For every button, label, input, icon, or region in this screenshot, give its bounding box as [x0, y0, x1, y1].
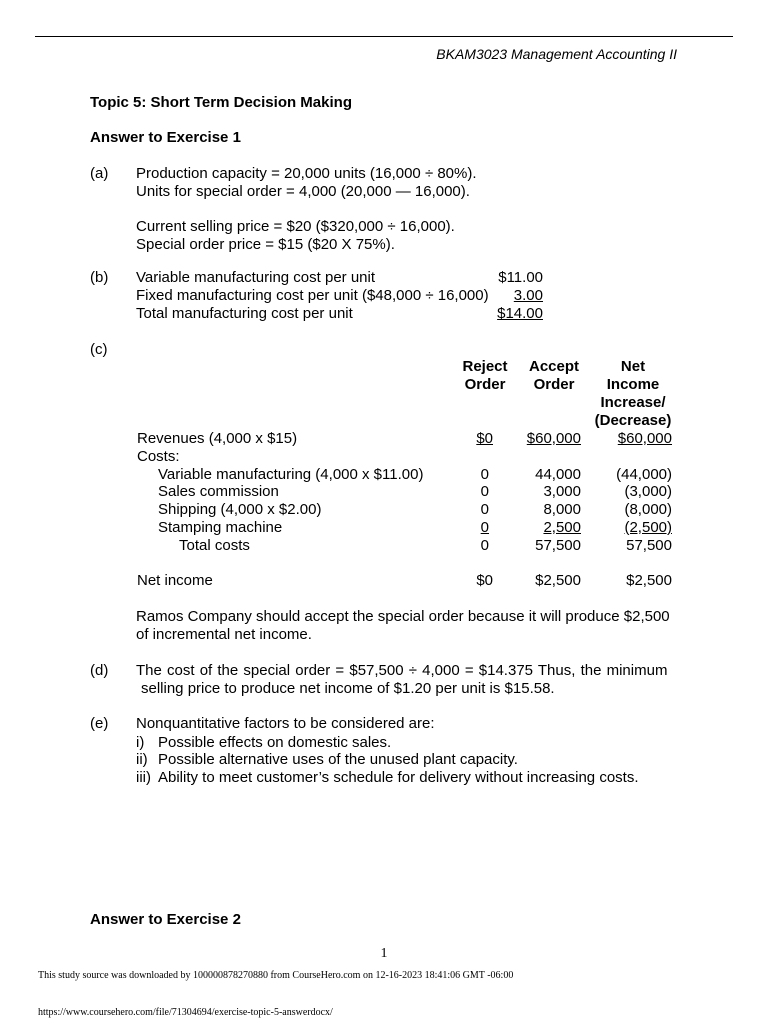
cell-value: 0: [480, 519, 489, 536]
part-e-intro: Nonquantitative factors to be considered are:: [136, 715, 435, 732]
cell-value: $0: [476, 430, 493, 447]
part-a-line: Production capacity = 20,000 units (16,000 ÷ 80%).: [136, 165, 477, 182]
col-header-reject: [455, 358, 515, 394]
cell-net: [590, 519, 672, 536]
header-line: Reject: [462, 358, 508, 375]
cell-value: $60,000: [617, 430, 672, 447]
part-a-line: Special order price = $15 ($20 X 75%).: [136, 236, 395, 253]
list-item-number: iii): [136, 769, 151, 786]
cell-reject: 0: [480, 466, 489, 483]
download-note: This study source was downloaded by 100000878270880 from CourseHero.com on 12-16-2023 18:41:06 GMT -06:00: [38, 970, 514, 981]
cell-accept: 57,500: [535, 537, 581, 554]
cell-reject: 0: [480, 483, 489, 500]
header-line: Accept: [528, 358, 580, 375]
cell-reject: 0: [480, 537, 489, 554]
header-line: (Decrease): [594, 412, 672, 429]
cell-net: $2,500: [626, 572, 672, 589]
exercise1-title: Answer to Exercise 1: [90, 129, 241, 146]
col-header-net: [590, 358, 676, 430]
header-line: Increase/: [600, 394, 666, 411]
table-row-label: Costs:: [137, 448, 180, 465]
conclusion-line: of incremental net income.: [136, 626, 312, 643]
topic-title: Topic 5: Short Term Decision Making: [90, 94, 352, 111]
cost-row-label: Total manufacturing cost per unit: [136, 305, 353, 322]
cost-row-value: $14.00: [497, 305, 543, 322]
part-d-line: selling price to produce net income of $1.20 per unit is $15.58.: [141, 680, 555, 697]
table-row-label: Variable manufacturing (4,000 x $11.00): [158, 466, 424, 483]
cell-reject: [440, 519, 489, 536]
cell-value: (2,500): [624, 519, 672, 536]
cell-value: $60,000: [526, 430, 581, 447]
cell-accept: 44,000: [535, 466, 581, 483]
cell-net: [590, 430, 672, 447]
cell-net: 57,500: [626, 537, 672, 554]
part-b-label: (b): [90, 269, 109, 286]
list-item: Possible effects on domestic sales.: [158, 734, 392, 751]
part-a-label: (a): [90, 165, 109, 182]
cost-row-value: $11.00: [498, 269, 543, 286]
cell-reject: 0: [480, 501, 489, 518]
cell-accept: 3,000: [543, 483, 581, 500]
source-url[interactable]: https://www.coursehero.com/file/71304694/exercise-topic-5-answerdocx/: [38, 1007, 333, 1018]
part-d-label: (d): [90, 662, 109, 679]
conclusion-line: Ramos Company should accept the special order because it will produce $2,500: [136, 608, 670, 625]
cost-row-label: Variable manufacturing cost per unit: [136, 269, 376, 286]
part-c-label: (c): [90, 341, 108, 358]
header-line: Net: [620, 358, 646, 375]
cell-net: (3,000): [624, 483, 672, 500]
page-number: 1: [380, 946, 388, 961]
col-header-accept: [522, 358, 586, 394]
table-row-label: Stamping machine: [158, 519, 283, 536]
cell-accept: [500, 519, 581, 536]
cell-net: (8,000): [624, 501, 672, 518]
part-a-line: Units for special order = 4,000 (20,000 — 16,000).: [136, 183, 470, 200]
table-row-label: Total costs: [179, 537, 250, 554]
header-line: Income: [606, 376, 660, 393]
table-row-label: Revenues (4,000 x $15): [137, 430, 298, 447]
table-row-label: Shipping (4,000 x $2.00): [158, 501, 322, 518]
cell-reject: [440, 430, 493, 447]
part-e-label: (e): [90, 715, 109, 732]
course-header: BKAM3023 Management Accounting II: [436, 46, 677, 62]
part-a-line: Current selling price = $20 ($320,000 ÷ 16,000).: [136, 218, 455, 235]
table-row-label: Sales commission: [158, 483, 279, 500]
cell-reject: $0: [476, 572, 493, 589]
list-item-number: i): [136, 734, 145, 751]
cell-accept: 8,000: [543, 501, 581, 518]
cost-row-label: Fixed manufacturing cost per unit ($48,000 ÷ 16,000): [136, 287, 489, 304]
cell-accept: [500, 430, 581, 447]
cell-value: 2,500: [543, 519, 581, 536]
cost-row-value: 3.00: [513, 287, 543, 304]
list-item: Ability to meet customer’s schedule for delivery without increasing costs.: [158, 769, 639, 786]
header-rule: [35, 36, 733, 37]
header-line: Order: [464, 376, 506, 393]
cell-net: (44,000): [616, 466, 672, 483]
exercise2-title: Answer to Exercise 2: [90, 911, 241, 928]
list-item: Possible alternative uses of the unused plant capacity.: [158, 751, 518, 768]
header-line: Order: [533, 376, 575, 393]
list-item-number: ii): [136, 751, 148, 768]
cell-accept: $2,500: [535, 572, 581, 589]
part-d-line: The cost of the special order = $57,500 ÷ 4,000 = $14.375 Thus, the minimum: [136, 662, 668, 679]
table-row-label: Net income: [137, 572, 213, 589]
